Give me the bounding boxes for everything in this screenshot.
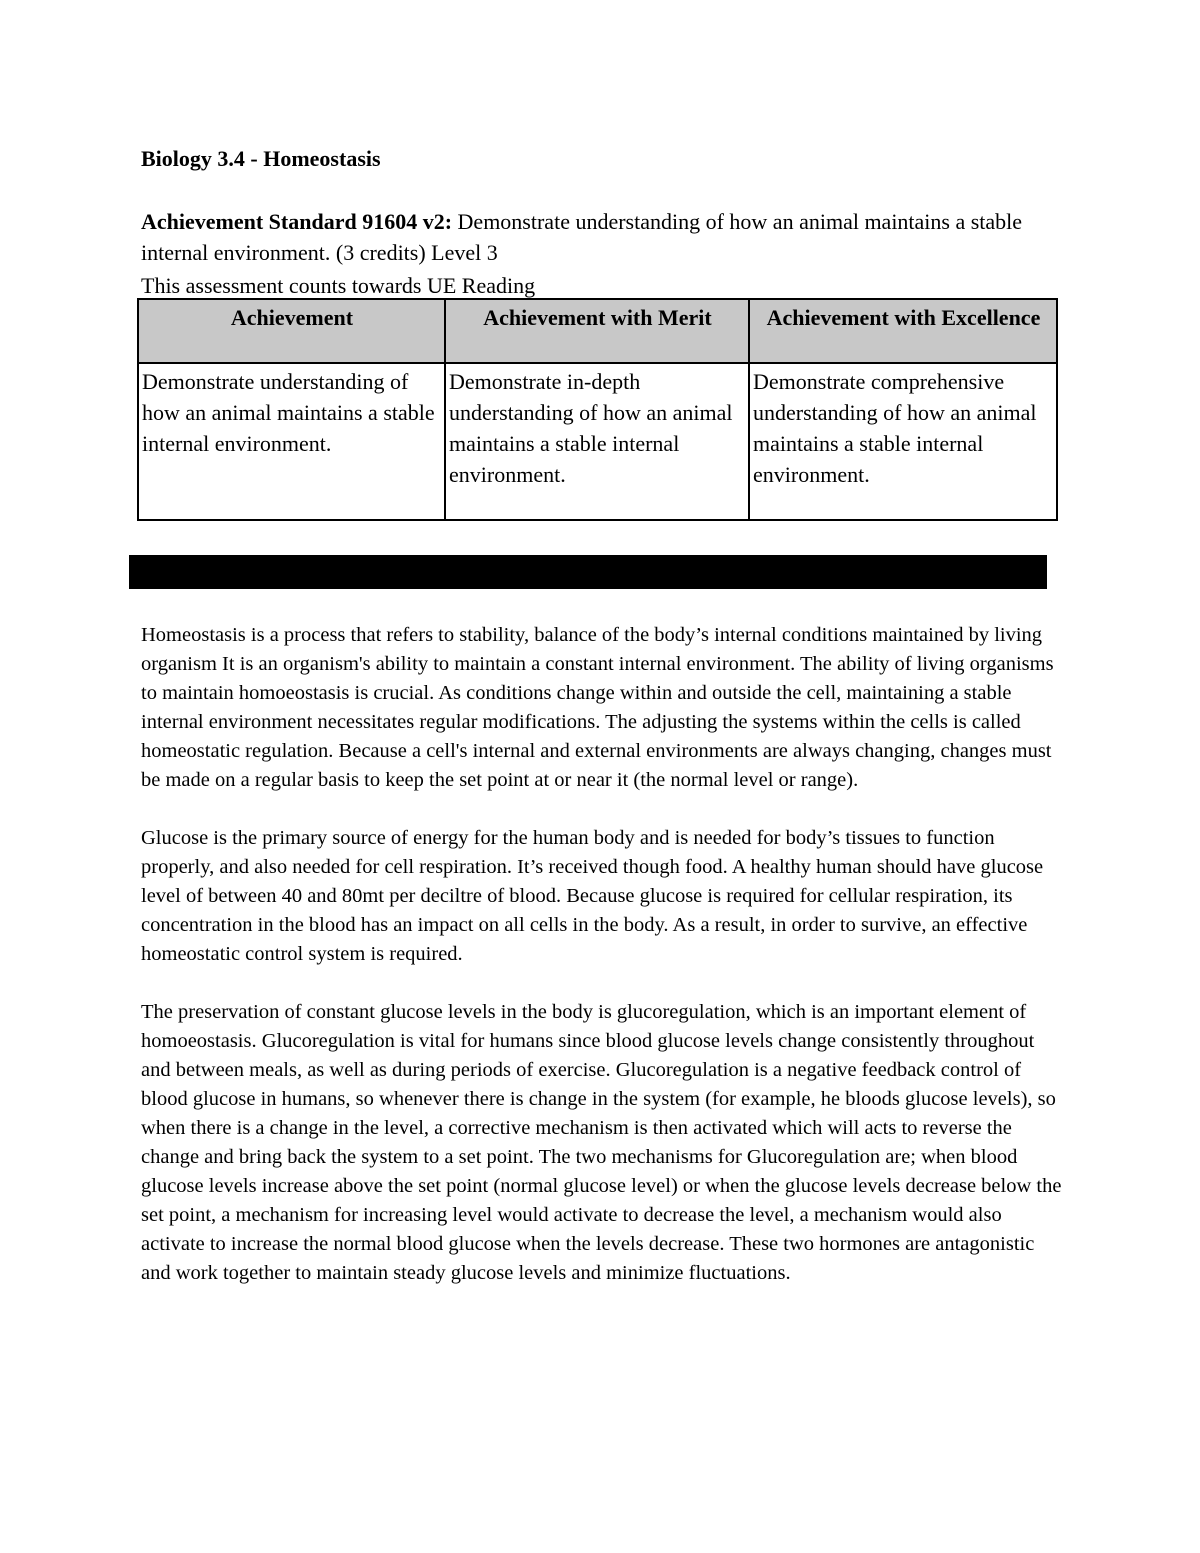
criteria-excellence: Demonstrate comprehensive understanding of how an animal maintains a stable internal environment. <box>749 363 1057 520</box>
header-excellence: Achievement with Excellence <box>749 299 1057 363</box>
paragraph-homeostasis: Homeostasis is a process that refers to stability, balance of the body’s internal conditions maintained by living organism It is an organism's ability to maintain a constant internal environment. The ability of living organisms to maintain homoeostasis is crucial. As conditions change within and outside the cell, maintaining a stable internal environment necessitates regular modifications. The adjusting the systems within the cells is called homeostatic regulation. Because a cell's internal and external environments are always changing, changes must be made on a regular basis to keep the set point at or near it (the normal level or range). <box>141 624 1054 791</box>
achievement-standard <box>141 206 1071 268</box>
ue-reading-note: This assessment counts towards UE Reading <box>141 273 536 298</box>
grades-header-row <box>138 299 1057 363</box>
paragraph-glucose: Glucose is the primary source of energy for the human body and is needed for body’s tissues to function properly, and also needed for cell respiration. It’s received though food. A healthy human should have glucose level of between 40 and 80mt per deciltre of blood. Because glucose is required for cellular respiration, its concentration in the blood has an impact on all cells in the body. As a result, in order to survive, an effective homeostatic control system is required. <box>141 827 1044 965</box>
grades-table <box>137 298 1058 521</box>
document-title: Biology 3.4 - Homeostasis <box>141 146 381 171</box>
standard-code: Achievement Standard 91604 v2: <box>141 209 453 234</box>
paragraph-glucoregulation: The preservation of constant glucose levels in the body is glucoregulation, which is an important element of homoeostasis. Glucoregulation is vital for humans since blood glucose levels change consistently throughout and between meals, as well as during periods of exercise. Glucoregulation is a negative feedback control of blood glucose in humans, so whenever there is change in the system (for example, he bloods glucose levels), so when there is a change in the level, a corrective mechanism is then activated which will acts to reverse the change and bring back the system to a set point. The two mechanisms for Glucoregulation are; when blood glucose levels increase above the set point (normal glucose level) or when the glucose levels decrease below the set point, a mechanism for increasing level would activate to decrease the level, a mechanism would also activate to increase the normal blood glucose when the levels decrease. These two hormones are antagonistic and work together to maintain steady glucose levels and minimize fluctuations. <box>141 1001 1062 1284</box>
criteria-achievement: Demonstrate understanding of how an animal maintains a stable internal environment. <box>138 363 445 520</box>
redaction-bar <box>129 555 1047 589</box>
header-merit: Achievement with Merit <box>445 299 749 363</box>
header-achievement: Achievement <box>138 299 445 363</box>
criteria-merit: Demonstrate in-depth understanding of how an animal maintains a stable internal environment. <box>445 363 749 520</box>
grades-criteria-row <box>138 363 1057 520</box>
body-text <box>141 621 1066 1317</box>
standard-description: Demonstrate understanding of how an animal maintains a stable internal environment. (3 credits) Level 3 <box>141 209 1023 265</box>
